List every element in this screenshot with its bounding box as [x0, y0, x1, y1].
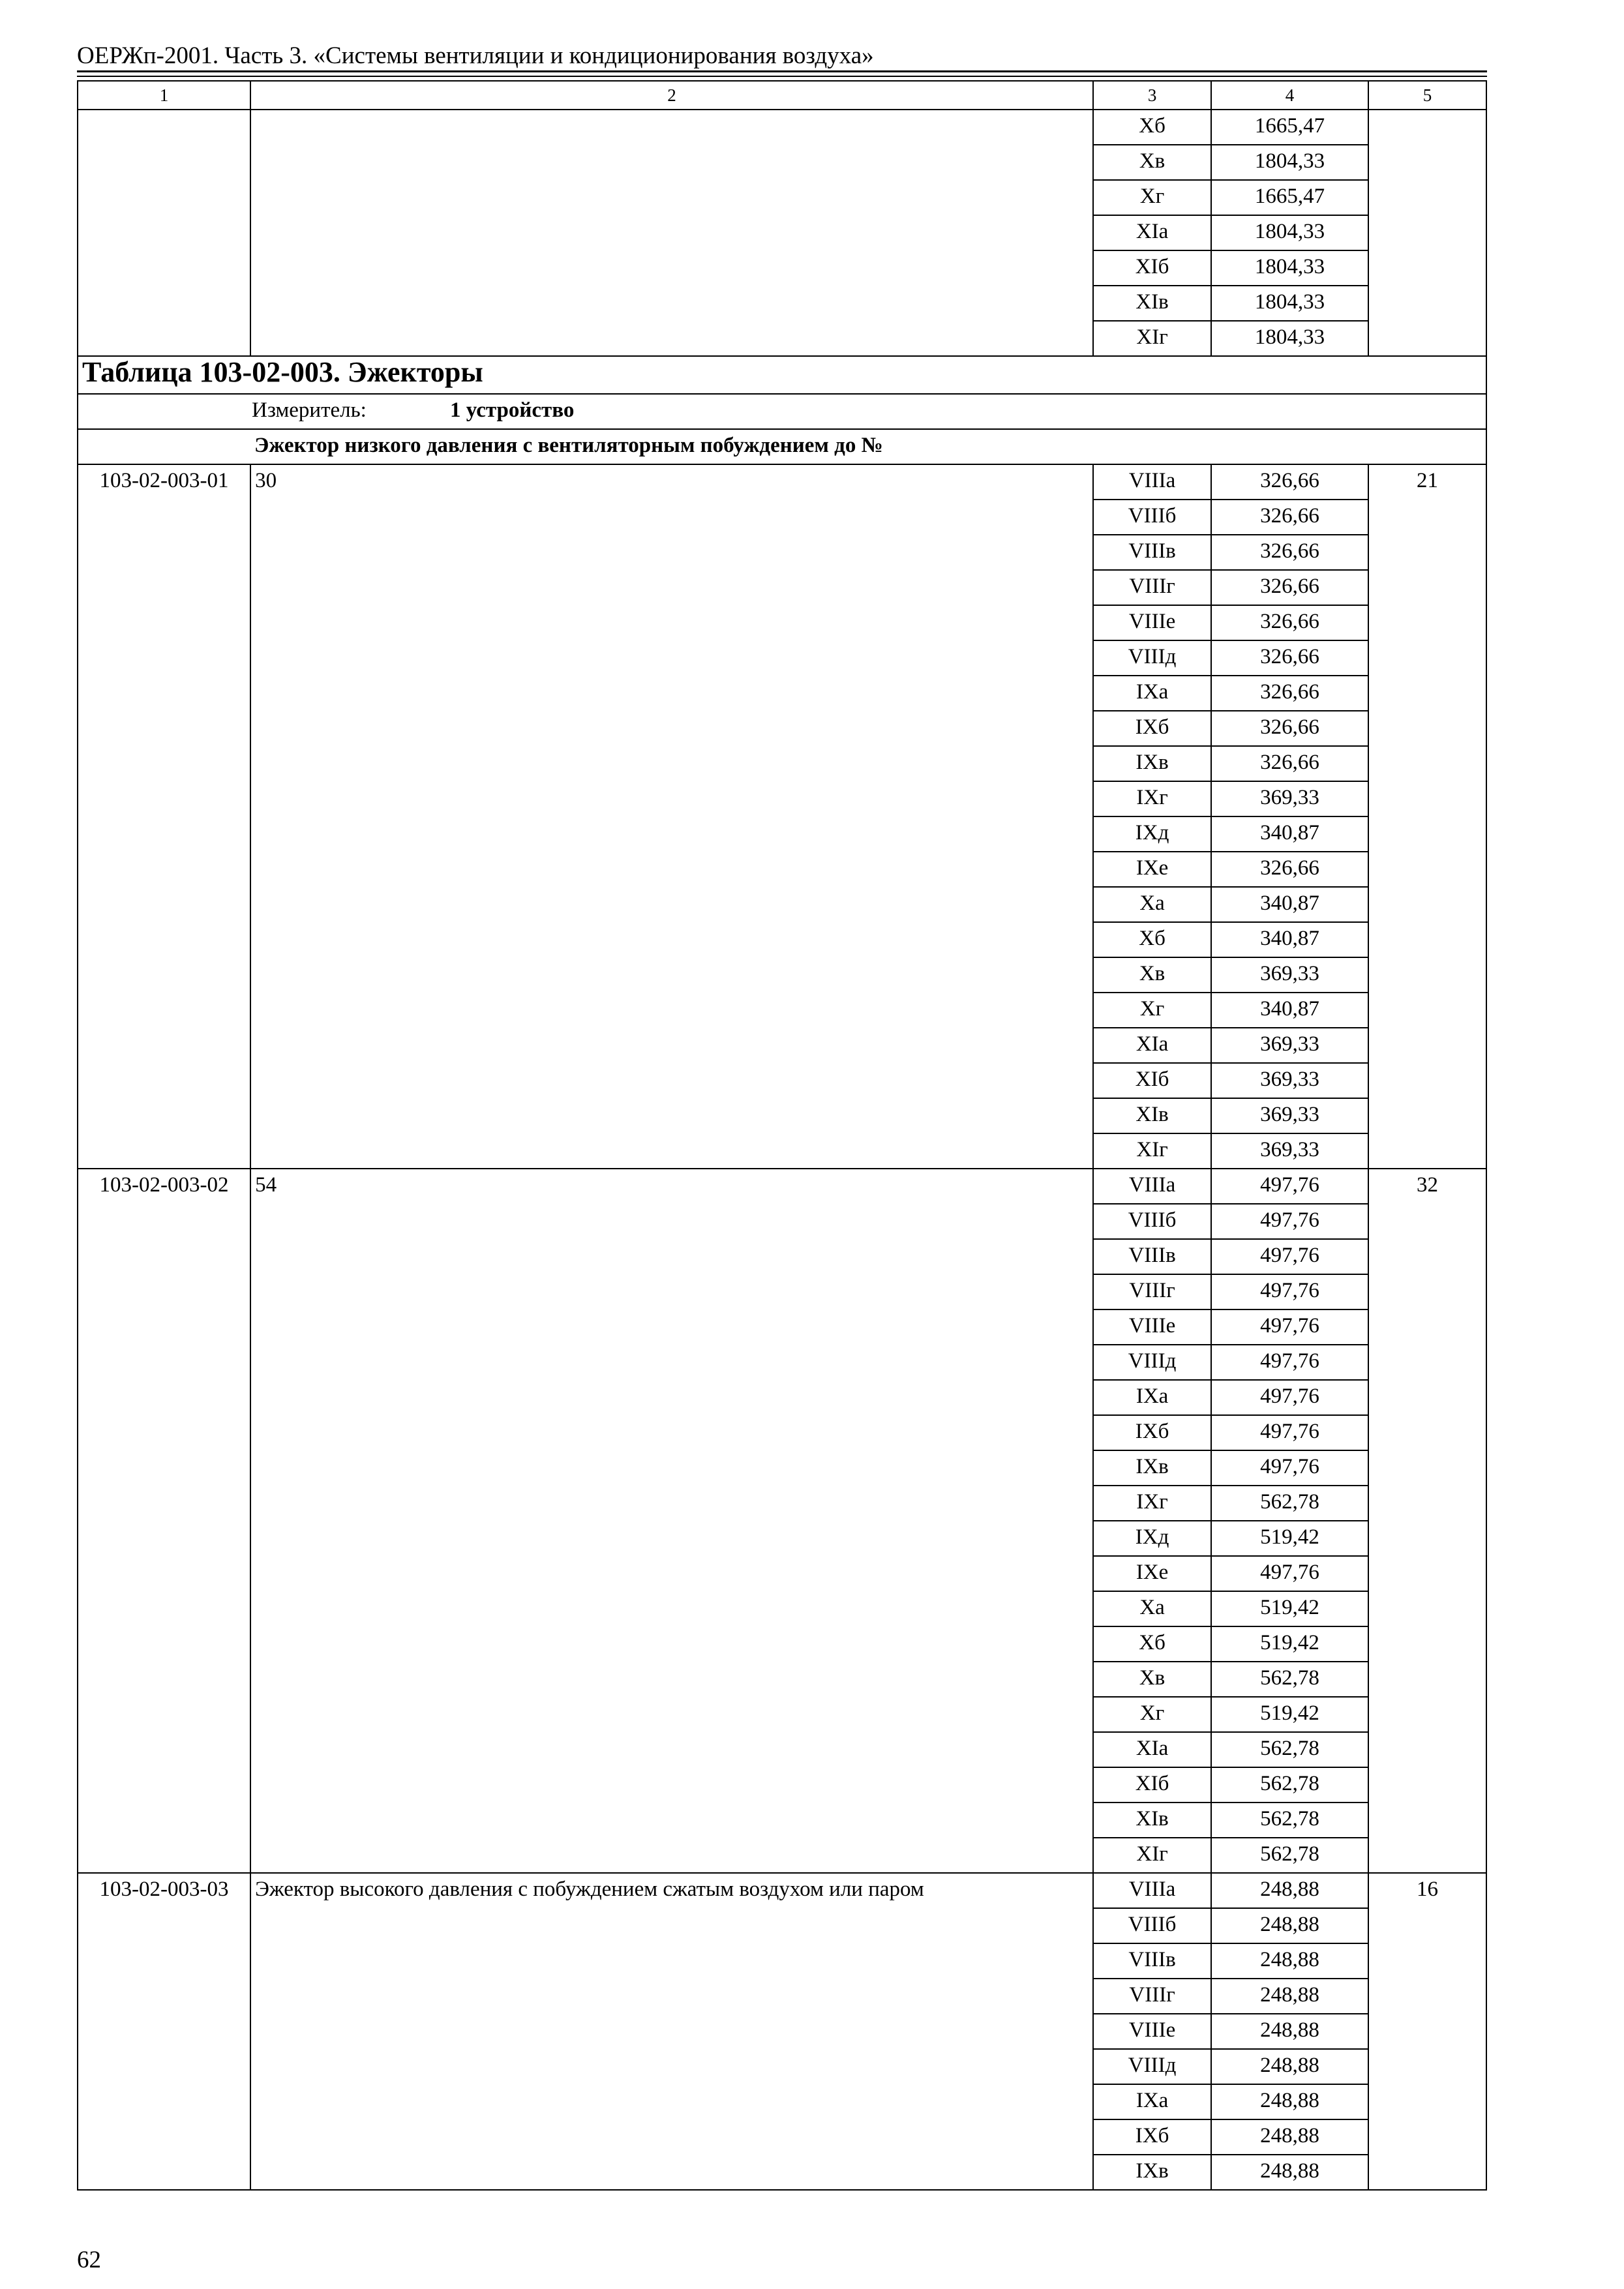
price-value: 248,88 — [1211, 2084, 1368, 2119]
table-title: Таблица 103-02-003. Эжекторы — [78, 356, 1486, 394]
price-value: 1804,33 — [1211, 250, 1368, 286]
region-code: IXв — [1093, 1450, 1211, 1486]
item-name: 30 — [250, 464, 1093, 1169]
column-number: 5 — [1368, 81, 1486, 110]
table-row — [78, 464, 1486, 500]
region-code: VIIIе — [1093, 2014, 1211, 2049]
price-value: 248,88 — [1211, 2049, 1368, 2084]
region-code: Xг — [1093, 1697, 1211, 1732]
price-value: 519,42 — [1211, 1697, 1368, 1732]
region-code: VIIIг — [1093, 570, 1211, 605]
region-code: IXв — [1093, 746, 1211, 781]
carryover-name-cell — [250, 110, 1093, 356]
region-code: VIIIг — [1093, 1979, 1211, 2014]
region-code: VIIIд — [1093, 640, 1211, 676]
region-code: VIIIв — [1093, 1943, 1211, 1979]
price-value: 326,66 — [1211, 852, 1368, 887]
column-number: 2 — [250, 81, 1093, 110]
price-value: 497,76 — [1211, 1204, 1368, 1239]
page-header: ОЕРЖп-2001. Часть 3. «Системы вентиляции и кондиционирования воздуха» — [77, 42, 874, 69]
carryover-id-cell — [78, 110, 250, 356]
table-row — [78, 1169, 1486, 1204]
item-name: Эжектор высокого давления с побуждением сжатым воздухом или паром — [250, 1873, 1093, 2190]
region-code: IXа — [1093, 2084, 1211, 2119]
price-value: 519,42 — [1211, 1626, 1368, 1662]
region-code: XIг — [1093, 1133, 1211, 1169]
region-code: Xв — [1093, 957, 1211, 993]
price-value: 248,88 — [1211, 2155, 1368, 2190]
item-name: 54 — [250, 1169, 1093, 1873]
price-value: 369,33 — [1211, 1063, 1368, 1098]
item-id: 103-02-003-02 — [78, 1169, 250, 1873]
price-value: 248,88 — [1211, 1908, 1368, 1943]
price-value: 519,42 — [1211, 1521, 1368, 1556]
price-value: 326,66 — [1211, 711, 1368, 746]
price-value: 340,87 — [1211, 993, 1368, 1028]
region-code: XIб — [1093, 1063, 1211, 1098]
price-value: 248,88 — [1211, 2119, 1368, 2155]
region-code: XIв — [1093, 286, 1211, 321]
region-code: XIа — [1093, 215, 1211, 250]
price-value: 1804,33 — [1211, 145, 1368, 180]
price-value: 326,66 — [1211, 746, 1368, 781]
group-title: Эжектор низкого давления с вентиляторным побуждением до № — [78, 429, 1486, 464]
region-code: XIг — [1093, 321, 1211, 356]
region-code: VIIIв — [1093, 535, 1211, 570]
region-code: XIа — [1093, 1732, 1211, 1767]
region-code: Xг — [1093, 180, 1211, 215]
price-value: 497,76 — [1211, 1450, 1368, 1486]
table-row — [78, 110, 1486, 145]
region-code: XIб — [1093, 250, 1211, 286]
region-code: IXб — [1093, 1415, 1211, 1450]
region-code: VIIIа — [1093, 1169, 1211, 1204]
price-value: 340,87 — [1211, 887, 1368, 922]
price-value: 497,76 — [1211, 1415, 1368, 1450]
header-rule — [77, 70, 1487, 72]
carryover-col5-cell — [1368, 110, 1486, 356]
table-title-row — [78, 356, 1486, 394]
column-number-row — [78, 81, 1486, 110]
price-value: 497,76 — [1211, 1169, 1368, 1204]
group-title-row — [78, 429, 1486, 464]
price-value: 562,78 — [1211, 1767, 1368, 1803]
price-value: 497,76 — [1211, 1380, 1368, 1415]
price-value: 1804,33 — [1211, 286, 1368, 321]
price-value: 248,88 — [1211, 1873, 1368, 1908]
price-value: 340,87 — [1211, 816, 1368, 852]
price-value: 562,78 — [1211, 1486, 1368, 1521]
price-value: 1665,47 — [1211, 180, 1368, 215]
region-code: IXд — [1093, 1521, 1211, 1556]
price-value: 562,78 — [1211, 1732, 1368, 1767]
region-code: Xа — [1093, 887, 1211, 922]
price-value: 369,33 — [1211, 1133, 1368, 1169]
price-value: 326,66 — [1211, 464, 1368, 500]
item-col5: 32 — [1368, 1169, 1486, 1873]
measure-value: 1 устройство — [450, 398, 575, 422]
region-code: IXб — [1093, 2119, 1211, 2155]
table-row — [78, 1873, 1486, 1908]
price-value: 497,76 — [1211, 1556, 1368, 1591]
column-number: 4 — [1211, 81, 1368, 110]
region-code: IXа — [1093, 676, 1211, 711]
region-code: XIг — [1093, 1838, 1211, 1873]
region-code: IXд — [1093, 816, 1211, 852]
region-code: VIIIб — [1093, 1204, 1211, 1239]
price-value: 340,87 — [1211, 922, 1368, 957]
price-value: 519,42 — [1211, 1591, 1368, 1626]
price-value: 369,33 — [1211, 1098, 1368, 1133]
item-id: 103-02-003-01 — [78, 464, 250, 1169]
price-table — [77, 80, 1487, 2191]
price-value: 1804,33 — [1211, 215, 1368, 250]
region-code: VIIIд — [1093, 2049, 1211, 2084]
column-number: 1 — [78, 81, 250, 110]
price-value: 1804,33 — [1211, 321, 1368, 356]
region-code: VIIIб — [1093, 1908, 1211, 1943]
region-code: VIIIе — [1093, 1309, 1211, 1345]
price-value: 369,33 — [1211, 957, 1368, 993]
region-code: XIв — [1093, 1098, 1211, 1133]
region-code: IXг — [1093, 781, 1211, 816]
region-code: IXа — [1093, 1380, 1211, 1415]
region-code: VIIIа — [1093, 1873, 1211, 1908]
measure-cell — [78, 394, 1486, 429]
region-code: VIIIв — [1093, 1239, 1211, 1274]
region-code: XIв — [1093, 1803, 1211, 1838]
price-value: 497,76 — [1211, 1239, 1368, 1274]
price-value: 369,33 — [1211, 781, 1368, 816]
price-value: 326,66 — [1211, 500, 1368, 535]
region-code: IXб — [1093, 711, 1211, 746]
region-code: Xа — [1093, 1591, 1211, 1626]
price-value: 326,66 — [1211, 605, 1368, 640]
header-rule — [77, 76, 1487, 77]
region-code: Xв — [1093, 1662, 1211, 1697]
price-value: 497,76 — [1211, 1345, 1368, 1380]
region-code: Xб — [1093, 1626, 1211, 1662]
page-number: 62 — [77, 2247, 101, 2273]
price-value: 562,78 — [1211, 1662, 1368, 1697]
price-value: 497,76 — [1211, 1309, 1368, 1345]
price-value: 326,66 — [1211, 640, 1368, 676]
item-id: 103-02-003-03 — [78, 1873, 250, 2190]
region-code: Xб — [1093, 110, 1211, 145]
region-code: XIб — [1093, 1767, 1211, 1803]
region-code: VIIIб — [1093, 500, 1211, 535]
region-code: VIIIа — [1093, 464, 1211, 500]
region-code: VIIIе — [1093, 605, 1211, 640]
price-value: 326,66 — [1211, 535, 1368, 570]
price-value: 562,78 — [1211, 1803, 1368, 1838]
price-value: 497,76 — [1211, 1274, 1368, 1309]
item-col5: 21 — [1368, 464, 1486, 1169]
region-code: Xб — [1093, 922, 1211, 957]
measure-row — [78, 394, 1486, 429]
region-code: XIа — [1093, 1028, 1211, 1063]
region-code: Xг — [1093, 993, 1211, 1028]
region-code: VIIIг — [1093, 1274, 1211, 1309]
price-value: 326,66 — [1211, 676, 1368, 711]
price-value: 562,78 — [1211, 1838, 1368, 1873]
price-value: 326,66 — [1211, 570, 1368, 605]
measure-label: Измеритель: — [252, 398, 367, 422]
region-code: IXе — [1093, 852, 1211, 887]
region-code: IXе — [1093, 1556, 1211, 1591]
column-number: 3 — [1093, 81, 1211, 110]
price-value: 1665,47 — [1211, 110, 1368, 145]
region-code: Xв — [1093, 145, 1211, 180]
region-code: IXв — [1093, 2155, 1211, 2190]
item-col5: 16 — [1368, 1873, 1486, 2190]
region-code: IXг — [1093, 1486, 1211, 1521]
price-value: 369,33 — [1211, 1028, 1368, 1063]
price-value: 248,88 — [1211, 1943, 1368, 1979]
region-code: VIIIд — [1093, 1345, 1211, 1380]
price-value: 248,88 — [1211, 1979, 1368, 2014]
price-value: 248,88 — [1211, 2014, 1368, 2049]
